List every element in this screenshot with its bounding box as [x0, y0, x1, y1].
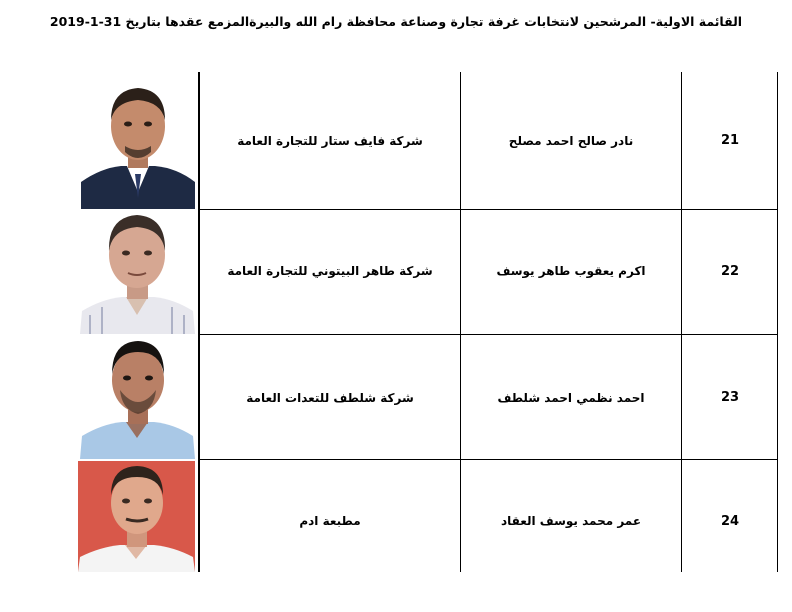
candidate-number: 22 — [720, 264, 740, 279]
candidate-name: نادر صالح احمد مصلح — [508, 134, 634, 148]
row-divider — [198, 209, 778, 210]
candidate-photo — [81, 82, 195, 209]
company-name: مطبعة ادم — [299, 514, 361, 528]
candidate-photo — [78, 461, 195, 572]
company-name: شركة طاهر البيتوني للتجارة العامة — [227, 264, 433, 278]
candidate-number: 21 — [720, 133, 740, 148]
candidate-number: 24 — [720, 514, 740, 529]
candidate-name: احمد نظمي احمد شلطف — [497, 391, 645, 405]
row-divider — [198, 334, 778, 335]
company-name: شركة شلطف للتعدات العامة — [246, 391, 414, 405]
company-name: شركة فايف ستار للتجارة العامة — [237, 134, 423, 148]
candidate-number: 23 — [720, 390, 740, 405]
page-title: القائمة الاولية- المرشحين لانتخابات غرفة تجارة وصناعة محافظة رام الله والبيرةالمزمع عقدها بتاريخ 31-1-2019 — [49, 14, 743, 29]
row-divider — [198, 459, 778, 460]
candidate-name: عمر محمد يوسف العقاد — [500, 514, 642, 528]
candidate-photo — [80, 211, 195, 334]
candidate-photo — [80, 338, 195, 459]
candidate-name: اكرم يعقوب طاهر يوسف — [496, 264, 646, 278]
